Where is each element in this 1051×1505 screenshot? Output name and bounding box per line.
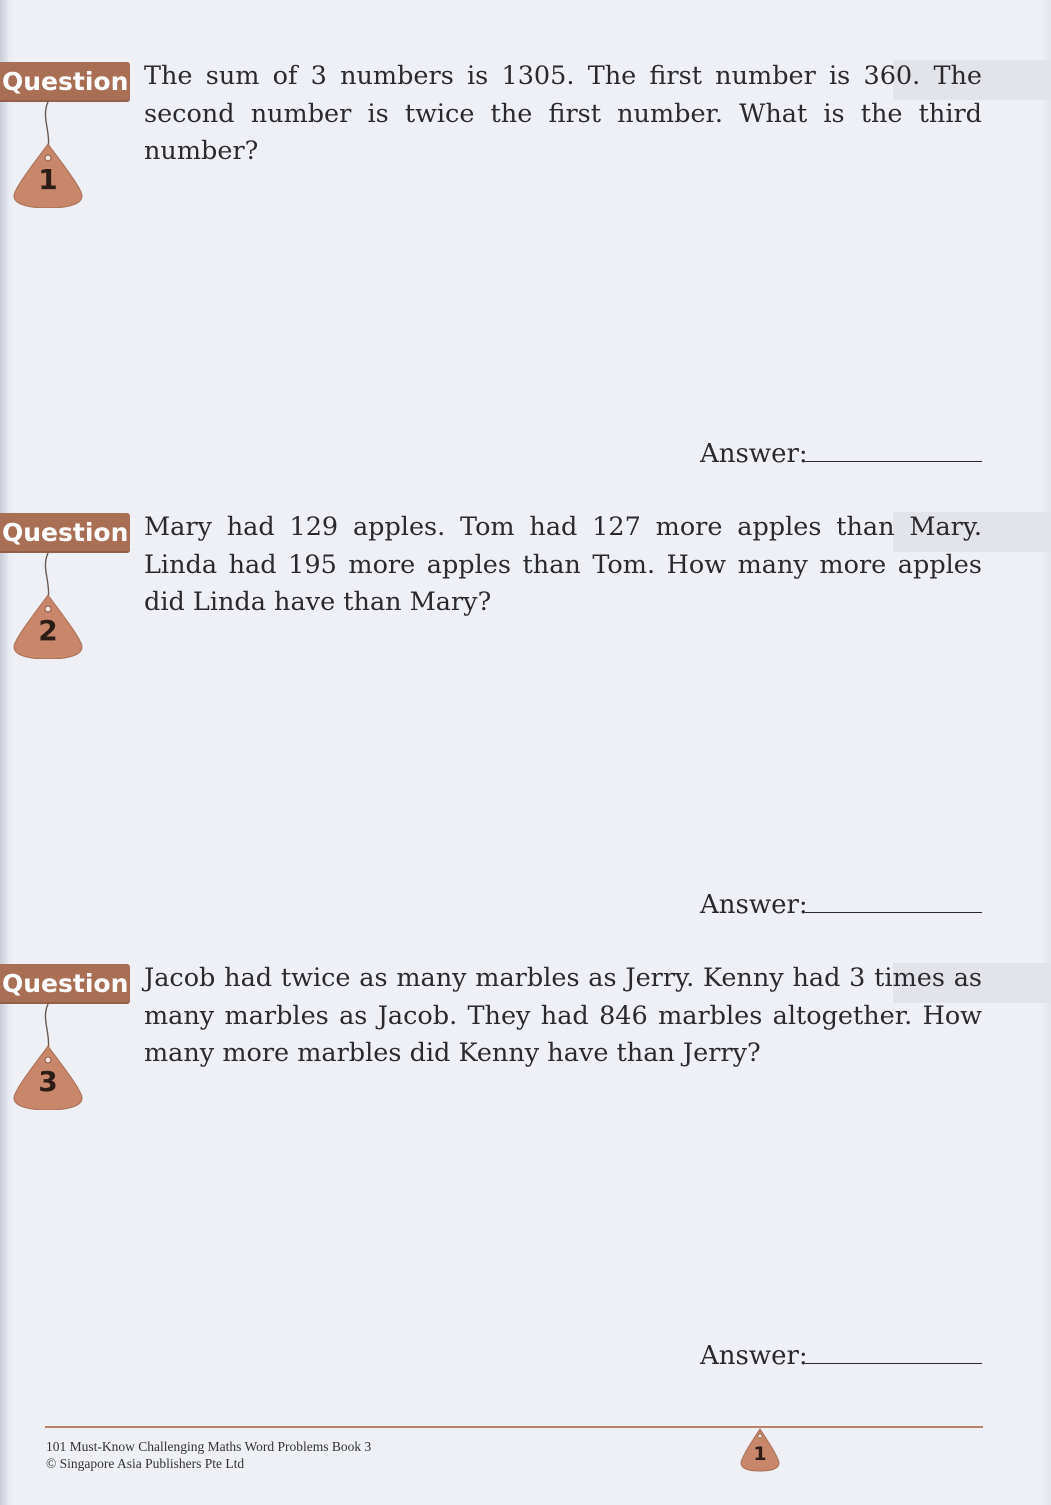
question-tab: Question: [0, 964, 130, 1004]
book-title: 101 Must-Know Challenging Maths Word Problems Book 3: [46, 1439, 372, 1454]
answer-blank-line[interactable]: [805, 1363, 982, 1364]
answer-label: Answer:: [700, 890, 808, 920]
answer-field[interactable]: [700, 1336, 990, 1376]
question-text: The sum of 3 numbers is 1305. The first number is 360. The second number is twice the first number. What is the third number?: [144, 61, 982, 166]
question-tab: Question: [0, 62, 130, 102]
footer-divider: [45, 1426, 983, 1428]
answer-blank-line[interactable]: [805, 461, 982, 462]
answer-label: Answer:: [700, 1341, 808, 1371]
question-number: 3: [38, 1065, 58, 1098]
answer-field[interactable]: [700, 434, 990, 474]
question-tab: Question: [0, 513, 130, 553]
page-spine-shadow: [0, 0, 8, 1505]
question-text: Mary had 129 apples. Tom had 127 more apples than Mary. Linda had 195 more apples than Tom. How many more apples did Linda have than Mary?: [144, 512, 982, 617]
page-number: 1: [753, 1443, 767, 1465]
footer-credits: [46, 1438, 371, 1472]
question-number: 1: [38, 163, 58, 196]
copyright-notice: © Singapore Asia Publishers Pte Ltd: [46, 1456, 245, 1471]
answer-blank-line[interactable]: [805, 912, 982, 913]
question-number: 2: [38, 614, 58, 647]
answer-label: Answer:: [700, 439, 808, 469]
answer-field[interactable]: [700, 885, 990, 925]
question-text: Jacob had twice as many marbles as Jerry. Kenny had 3 times as many marbles as Jacob. They had 846 marbles altogether. How many more marbles did Kenny have than Jerry?: [144, 963, 982, 1068]
